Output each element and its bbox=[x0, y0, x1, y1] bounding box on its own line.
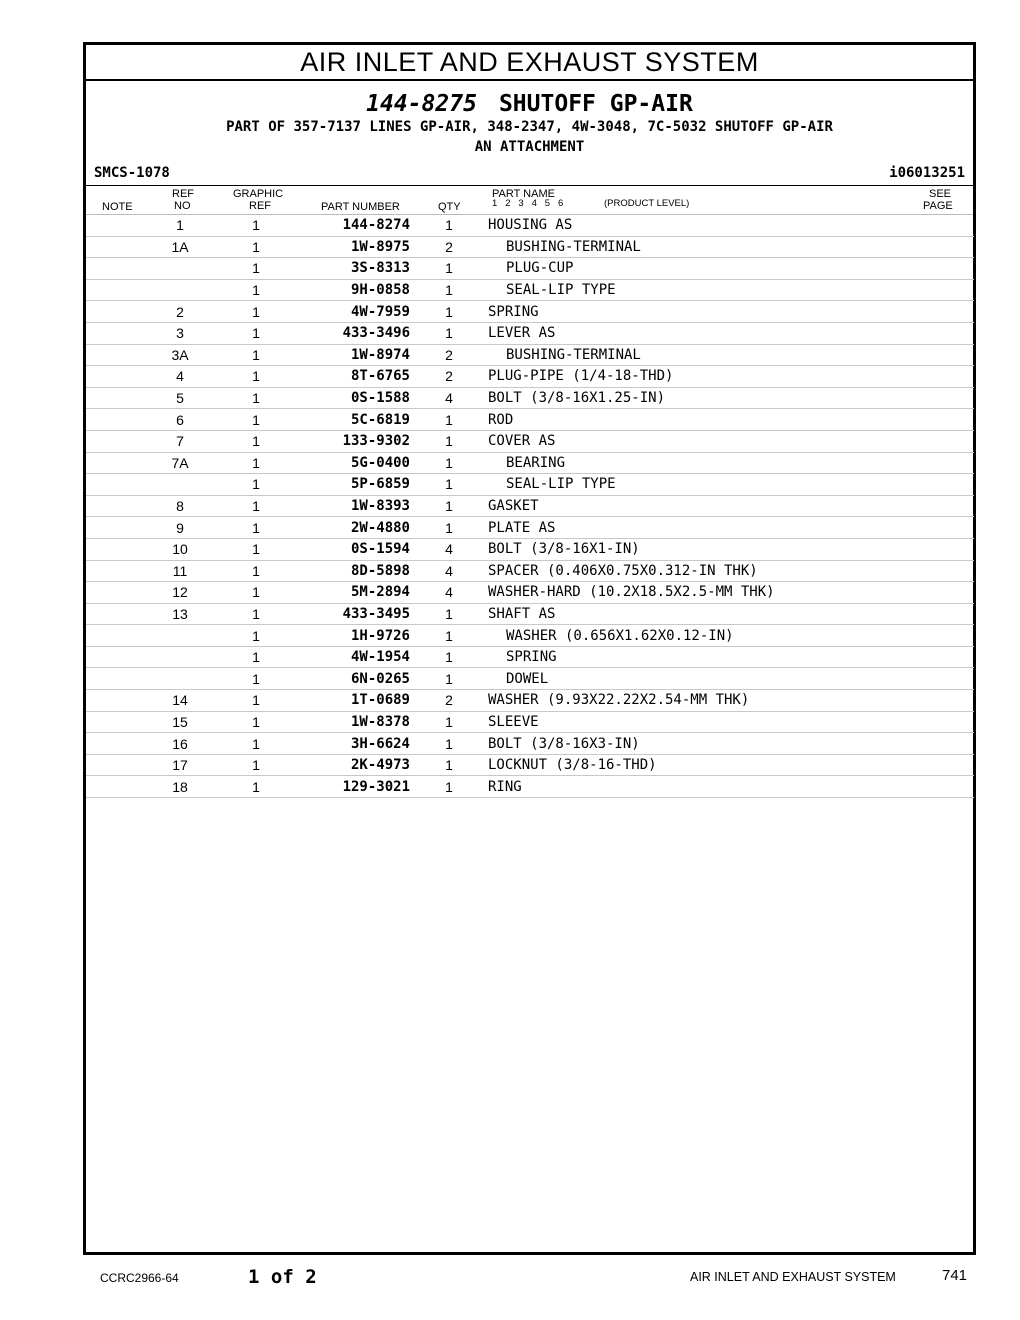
ref-no-cell: 13 bbox=[148, 603, 212, 625]
part-name-text: BUSHING-TERMINAL bbox=[506, 238, 641, 255]
ref-no-cell bbox=[148, 625, 212, 647]
ref-no-cell: 4 bbox=[148, 366, 212, 388]
ref-no-cell: 3 bbox=[148, 322, 212, 344]
part-name-text: PLUG-PIPE (1/4-18-THD) bbox=[488, 368, 674, 385]
ref-no-cell: 9 bbox=[148, 517, 212, 539]
col-graphic-top: GRAPHIC bbox=[233, 188, 284, 200]
qty-cell: 4 bbox=[410, 560, 488, 582]
ref-no-cell bbox=[148, 668, 212, 690]
footer-page-indicator: 1 of 2 bbox=[248, 1266, 317, 1288]
note-cell bbox=[86, 538, 148, 560]
table-row bbox=[86, 625, 974, 647]
part-name-cell bbox=[488, 538, 974, 560]
col-ref-bottom: NO bbox=[174, 200, 191, 212]
qty-cell: 1 bbox=[410, 474, 488, 496]
note-cell bbox=[86, 452, 148, 474]
part-name-cell bbox=[488, 366, 974, 388]
note-cell bbox=[86, 344, 148, 366]
qty-cell: 1 bbox=[410, 215, 488, 236]
part-name-text: SHAFT AS bbox=[488, 605, 556, 622]
note-cell bbox=[86, 236, 148, 258]
graphic-ref-cell: 1 bbox=[212, 776, 300, 798]
ref-no-cell: 1 bbox=[148, 215, 212, 236]
footer-page-number: 741 bbox=[942, 1267, 968, 1284]
part-name-cell bbox=[488, 582, 974, 604]
part-name-cell bbox=[488, 430, 974, 452]
graphic-ref-cell: 1 bbox=[212, 668, 300, 690]
table-row bbox=[86, 387, 974, 409]
ref-no-cell: 12 bbox=[148, 582, 212, 604]
assembly-part-name: SHUTOFF GP-AIR bbox=[498, 91, 693, 117]
graphic-ref-cell: 1 bbox=[212, 236, 300, 258]
col-graphic-bottom: REF bbox=[249, 200, 271, 212]
part-number-cell: 1W-8975 bbox=[300, 236, 410, 258]
qty-cell: 1 bbox=[410, 517, 488, 539]
part-number-cell: 3S-8313 bbox=[300, 258, 410, 280]
part-name-cell bbox=[488, 625, 974, 647]
part-number-cell: 2K-4973 bbox=[300, 754, 410, 776]
part-number-cell: 5P-6859 bbox=[300, 474, 410, 496]
smcs-code: SMCS-1078 bbox=[94, 165, 170, 181]
part-name-cell bbox=[488, 409, 974, 431]
qty-cell: 1 bbox=[410, 452, 488, 474]
ref-no-cell: 3A bbox=[148, 344, 212, 366]
qty-cell: 1 bbox=[410, 625, 488, 647]
part-name-cell bbox=[488, 495, 974, 517]
table-row bbox=[86, 452, 974, 474]
graphic-ref-cell: 1 bbox=[212, 409, 300, 431]
qty-cell: 1 bbox=[410, 301, 488, 323]
qty-cell: 1 bbox=[410, 711, 488, 733]
illustration-id: i06013251 bbox=[889, 165, 965, 181]
note-cell bbox=[86, 603, 148, 625]
qty-cell: 1 bbox=[410, 668, 488, 690]
qty-cell: 1 bbox=[410, 754, 488, 776]
part-number-cell: 6N-0265 bbox=[300, 668, 410, 690]
part-name-cell bbox=[488, 344, 974, 366]
part-name-cell bbox=[488, 452, 974, 474]
graphic-ref-cell: 1 bbox=[212, 387, 300, 409]
table-row bbox=[86, 668, 974, 690]
ref-no-cell: 6 bbox=[148, 409, 212, 431]
ref-no-cell: 15 bbox=[148, 711, 212, 733]
parts-table bbox=[86, 215, 974, 798]
graphic-ref-cell: 1 bbox=[212, 279, 300, 301]
table-row bbox=[86, 538, 974, 560]
part-name-text: SPRING bbox=[488, 303, 539, 320]
note-cell bbox=[86, 474, 148, 496]
col-part-name: PART NAME bbox=[492, 188, 555, 200]
part-name-text: BUSHING-TERMINAL bbox=[506, 346, 641, 363]
graphic-ref-cell: 1 bbox=[212, 733, 300, 755]
note-cell bbox=[86, 430, 148, 452]
note-cell bbox=[86, 517, 148, 539]
graphic-ref-cell: 1 bbox=[212, 517, 300, 539]
part-number-cell: 1T-0689 bbox=[300, 690, 410, 712]
graphic-ref-cell: 1 bbox=[212, 474, 300, 496]
table-row bbox=[86, 754, 974, 776]
part-name-text: SEAL-LIP TYPE bbox=[506, 476, 616, 493]
assembly-subtitle-1: PART OF 357-7137 LINES GP-AIR, 348-2347, 4W-3048, 7C-5032 SHUTOFF GP-AIR bbox=[226, 119, 833, 135]
ref-no-cell: 8 bbox=[148, 495, 212, 517]
part-name-text: GASKET bbox=[488, 498, 539, 515]
table-row bbox=[86, 301, 974, 323]
part-name-cell bbox=[488, 474, 974, 496]
graphic-ref-cell: 1 bbox=[212, 646, 300, 668]
part-name-cell bbox=[488, 322, 974, 344]
table-row bbox=[86, 711, 974, 733]
ref-no-cell: 16 bbox=[148, 733, 212, 755]
part-name-cell bbox=[488, 387, 974, 409]
footer-section: AIR INLET AND EXHAUST SYSTEM bbox=[690, 1270, 896, 1284]
graphic-ref-cell: 1 bbox=[212, 301, 300, 323]
qty-cell: 1 bbox=[410, 776, 488, 798]
table-row bbox=[86, 474, 974, 496]
part-number-cell: 0S-1594 bbox=[300, 538, 410, 560]
part-name-text: LEVER AS bbox=[488, 325, 556, 342]
part-number-cell: 129-3021 bbox=[300, 776, 410, 798]
part-name-cell bbox=[488, 215, 974, 236]
part-name-cell bbox=[488, 603, 974, 625]
part-number-cell: 9H-0858 bbox=[300, 279, 410, 301]
section-title: AIR INLET AND EXHAUST SYSTEM bbox=[86, 45, 973, 81]
graphic-ref-cell: 1 bbox=[212, 452, 300, 474]
part-name-cell bbox=[488, 236, 974, 258]
col-qty: QTY bbox=[438, 201, 461, 213]
part-number-cell: 4W-7959 bbox=[300, 301, 410, 323]
note-cell bbox=[86, 495, 148, 517]
qty-cell: 1 bbox=[410, 409, 488, 431]
col-see-bottom: PAGE bbox=[923, 200, 953, 212]
part-name-text: SLEEVE bbox=[488, 713, 539, 730]
note-cell bbox=[86, 733, 148, 755]
part-name-text: BOLT (3/8-16X1-IN) bbox=[488, 541, 640, 558]
note-cell bbox=[86, 258, 148, 280]
part-name-text: PLUG-CUP bbox=[506, 260, 574, 277]
note-cell bbox=[86, 711, 148, 733]
table-row bbox=[86, 409, 974, 431]
assembly-subtitle-2: AN ATTACHMENT bbox=[474, 139, 585, 155]
graphic-ref-cell: 1 bbox=[212, 366, 300, 388]
part-name-text: COVER AS bbox=[488, 433, 556, 450]
table-row bbox=[86, 776, 974, 798]
qty-cell: 4 bbox=[410, 582, 488, 604]
part-name-text: HOUSING AS bbox=[488, 217, 573, 234]
note-cell bbox=[86, 690, 148, 712]
table-row bbox=[86, 646, 974, 668]
graphic-ref-cell: 1 bbox=[212, 258, 300, 280]
table-row bbox=[86, 236, 974, 258]
part-number-cell: 4W-1954 bbox=[300, 646, 410, 668]
col-ref-top: REF bbox=[172, 188, 194, 200]
note-cell bbox=[86, 646, 148, 668]
part-name-cell bbox=[488, 560, 974, 582]
part-number-cell: 144-8274 bbox=[300, 215, 410, 236]
note-cell bbox=[86, 668, 148, 690]
note-cell bbox=[86, 560, 148, 582]
note-cell bbox=[86, 776, 148, 798]
part-number-cell: 1W-8393 bbox=[300, 495, 410, 517]
ref-no-cell: 18 bbox=[148, 776, 212, 798]
part-name-cell bbox=[488, 733, 974, 755]
graphic-ref-cell: 1 bbox=[212, 711, 300, 733]
graphic-ref-cell: 1 bbox=[212, 215, 300, 236]
part-number-cell: 1W-8974 bbox=[300, 344, 410, 366]
ref-no-cell: 11 bbox=[148, 560, 212, 582]
graphic-ref-cell: 1 bbox=[212, 582, 300, 604]
qty-cell: 4 bbox=[410, 538, 488, 560]
col-part-number: PART NUMBER bbox=[321, 201, 400, 213]
ref-no-cell: 10 bbox=[148, 538, 212, 560]
part-name-text: WASHER (0.656X1.62X0.12-IN) bbox=[506, 627, 734, 644]
part-name-cell bbox=[488, 301, 974, 323]
part-name-text: WASHER (9.93X22.22X2.54-MM THK) bbox=[488, 692, 750, 709]
table-row bbox=[86, 690, 974, 712]
ref-no-cell bbox=[148, 279, 212, 301]
qty-cell: 1 bbox=[410, 495, 488, 517]
table-row bbox=[86, 560, 974, 582]
note-cell bbox=[86, 625, 148, 647]
part-number-cell: 433-3495 bbox=[300, 603, 410, 625]
qty-cell: 1 bbox=[410, 603, 488, 625]
note-cell bbox=[86, 279, 148, 301]
graphic-ref-cell: 1 bbox=[212, 495, 300, 517]
col-levels: 1 2 3 4 5 6 bbox=[492, 198, 564, 209]
table-row bbox=[86, 322, 974, 344]
note-cell bbox=[86, 322, 148, 344]
part-name-cell bbox=[488, 517, 974, 539]
table-row bbox=[86, 603, 974, 625]
graphic-ref-cell: 1 bbox=[212, 322, 300, 344]
col-note: NOTE bbox=[102, 201, 133, 213]
qty-cell: 2 bbox=[410, 366, 488, 388]
ref-no-cell bbox=[148, 646, 212, 668]
part-name-text: SPACER (0.406X0.75X0.312-IN THK) bbox=[488, 562, 758, 579]
ref-no-cell bbox=[148, 474, 212, 496]
part-name-text: LOCKNUT (3/8-16-THD) bbox=[488, 757, 657, 774]
ref-no-cell: 14 bbox=[148, 690, 212, 712]
part-name-cell bbox=[488, 279, 974, 301]
table-row bbox=[86, 215, 974, 236]
qty-cell: 1 bbox=[410, 258, 488, 280]
part-name-cell bbox=[488, 258, 974, 280]
smcs-row bbox=[86, 163, 973, 186]
graphic-ref-cell: 1 bbox=[212, 430, 300, 452]
part-number-cell: 1W-8378 bbox=[300, 711, 410, 733]
note-cell bbox=[86, 215, 148, 236]
col-product-level: (PRODUCT LEVEL) bbox=[604, 198, 690, 209]
table-row bbox=[86, 258, 974, 280]
part-name-text: WASHER-HARD (10.2X18.5X2.5-MM THK) bbox=[488, 584, 775, 601]
note-cell bbox=[86, 387, 148, 409]
part-name-text: ROD bbox=[488, 411, 514, 428]
ref-no-cell: 5 bbox=[148, 387, 212, 409]
assembly-heading bbox=[86, 91, 973, 117]
part-number-cell: 5M-2894 bbox=[300, 582, 410, 604]
qty-cell: 1 bbox=[410, 322, 488, 344]
table-row bbox=[86, 582, 974, 604]
note-cell bbox=[86, 409, 148, 431]
page-frame bbox=[83, 42, 976, 1255]
assembly-part-number: 144-8275 bbox=[366, 91, 477, 117]
part-number-cell: 8T-6765 bbox=[300, 366, 410, 388]
graphic-ref-cell: 1 bbox=[212, 754, 300, 776]
part-number-cell: 2W-4880 bbox=[300, 517, 410, 539]
table-row bbox=[86, 495, 974, 517]
part-name-cell bbox=[488, 646, 974, 668]
part-name-cell bbox=[488, 668, 974, 690]
note-cell bbox=[86, 754, 148, 776]
part-name-cell bbox=[488, 711, 974, 733]
footer-doc-code: CCRC2966-64 bbox=[100, 1271, 179, 1285]
note-cell bbox=[86, 582, 148, 604]
table-row bbox=[86, 430, 974, 452]
qty-cell: 2 bbox=[410, 344, 488, 366]
table-row bbox=[86, 733, 974, 755]
part-number-cell: 433-3496 bbox=[300, 322, 410, 344]
note-cell bbox=[86, 301, 148, 323]
graphic-ref-cell: 1 bbox=[212, 538, 300, 560]
part-name-text: PLATE AS bbox=[488, 519, 556, 536]
ref-no-cell: 7 bbox=[148, 430, 212, 452]
part-name-text: BOLT (3/8-16X1.25-IN) bbox=[488, 390, 666, 407]
part-name-cell bbox=[488, 754, 974, 776]
part-name-text: BOLT (3/8-16X3-IN) bbox=[488, 735, 640, 752]
ref-no-cell: 17 bbox=[148, 754, 212, 776]
table-row bbox=[86, 517, 974, 539]
qty-cell: 2 bbox=[410, 236, 488, 258]
ref-no-cell bbox=[148, 258, 212, 280]
graphic-ref-cell: 1 bbox=[212, 603, 300, 625]
graphic-ref-cell: 1 bbox=[212, 625, 300, 647]
qty-cell: 1 bbox=[410, 646, 488, 668]
note-cell bbox=[86, 366, 148, 388]
qty-cell: 1 bbox=[410, 430, 488, 452]
part-name-text: RING bbox=[488, 778, 522, 795]
table-row bbox=[86, 366, 974, 388]
part-number-cell: 0S-1588 bbox=[300, 387, 410, 409]
table-row bbox=[86, 279, 974, 301]
qty-cell: 2 bbox=[410, 690, 488, 712]
graphic-ref-cell: 1 bbox=[212, 690, 300, 712]
qty-cell: 1 bbox=[410, 733, 488, 755]
part-name-cell bbox=[488, 690, 974, 712]
ref-no-cell: 2 bbox=[148, 301, 212, 323]
part-number-cell: 5C-6819 bbox=[300, 409, 410, 431]
qty-cell: 1 bbox=[410, 279, 488, 301]
table-row bbox=[86, 344, 974, 366]
part-name-text: BEARING bbox=[506, 454, 566, 471]
part-name-text: SPRING bbox=[506, 649, 557, 666]
part-number-cell: 8D-5898 bbox=[300, 560, 410, 582]
col-see-top: SEE bbox=[929, 188, 952, 200]
part-name-text: DOWEL bbox=[506, 670, 549, 687]
part-number-cell: 133-9302 bbox=[300, 430, 410, 452]
graphic-ref-cell: 1 bbox=[212, 344, 300, 366]
ref-no-cell: 7A bbox=[148, 452, 212, 474]
qty-cell: 4 bbox=[410, 387, 488, 409]
part-name-text: SEAL-LIP TYPE bbox=[506, 282, 616, 299]
part-number-cell: 1H-9726 bbox=[300, 625, 410, 647]
column-header bbox=[86, 186, 973, 215]
ref-no-cell: 1A bbox=[148, 236, 212, 258]
part-name-cell bbox=[488, 776, 974, 798]
part-number-cell: 5G-0400 bbox=[300, 452, 410, 474]
graphic-ref-cell: 1 bbox=[212, 560, 300, 582]
part-number-cell: 3H-6624 bbox=[300, 733, 410, 755]
